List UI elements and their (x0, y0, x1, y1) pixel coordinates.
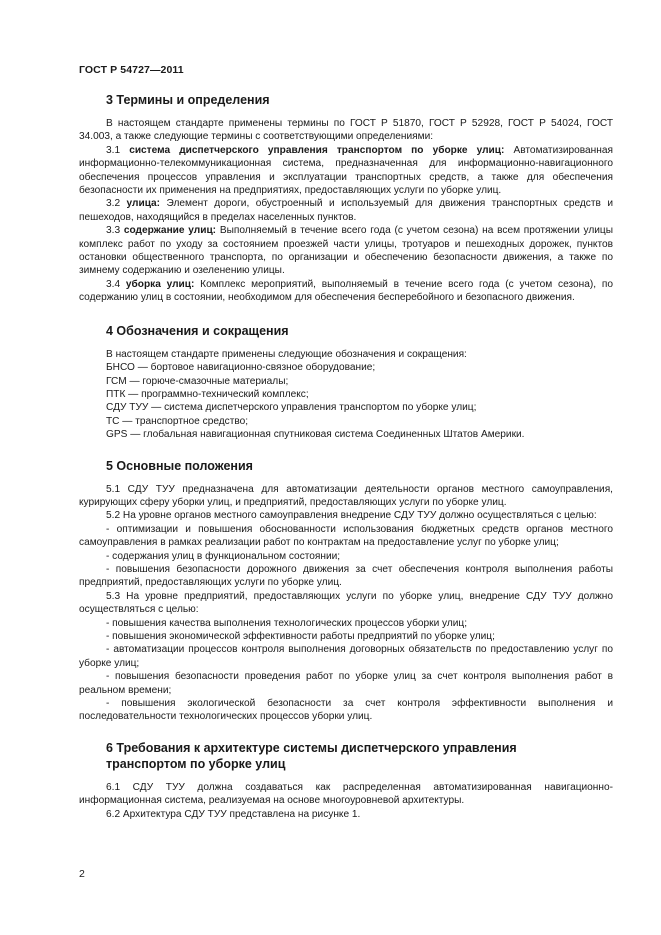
abbreviation-item: ГСМ — горюче-смазочные материалы; (106, 375, 289, 387)
term-definition: Комплекс мероприятий, выполняемый в течение всего года (с учетом сезона), по содержанию улиц в состоянии, необходимом для обеспечения бесперебойного и безопасного движения. (79, 278, 613, 304)
term-name: уборка улиц: (125, 278, 195, 290)
term-definition: Элемент дороги, обустроенный и используемый для движения транспортных средств и пешеходов, находящийся в пределах населенных пунктов. (79, 198, 613, 223)
abbreviation-item: СДУ ТУУ — система диспетчерского управления транспортом по уборке улиц; (106, 402, 477, 414)
clause-5-3: 5.3 На уровне предприятий, предоставляющих услуги по уборке улиц, внедрение СДУ ТУУ должно осуществляться с целью: (79, 590, 613, 616)
term-3-3 (79, 224, 613, 278)
clause-5-3-item: - автоматизации процессов контроля выполнения договорных обязательств по предоставлению услуг по уборке улиц; (79, 644, 613, 669)
clause-5-2-item: - содержания улиц в функциональном состоянии; (106, 550, 341, 562)
abbreviation-item: GPS — глобальная навигационная спутниковая система Соединенных Штатов Америки. (106, 429, 525, 441)
section-5-title: 5 Основные положения (106, 458, 253, 473)
clause-5-3-item: - повышения безопасности проведения работ по уборке улиц за счет контроля выполнения работ в реальном времени; (79, 671, 613, 696)
term-name: система диспетчерского управления транспортом по уборке улиц: (129, 144, 505, 156)
abbreviation-item: ПТК — программно-технический комплекс; (106, 388, 309, 400)
clause-5-3-item: - повышения качества выполнения технологических процессов уборки улиц; (106, 617, 468, 629)
section-6-title-line2: транспортом по уборке улиц (106, 756, 286, 771)
term-3-4 (79, 278, 613, 305)
section-3-title: 3 Термины и определения (106, 93, 270, 107)
term-definition: Выполняемый в течение всего года (с учетом сезона) на всем протяжении улицы комплекс работ по уходу за состоянием проезжей части улицы, тротуаров и пешеходных дорожек, пунктов остановки общественного транспорта, по организации и обеспечению безопасности движения, а также по зимнему содержанию и озеленению улицы. (79, 225, 613, 277)
term-name: содержание улиц: (123, 225, 217, 237)
term-3-2 (79, 197, 613, 224)
abbreviation-item: ТС — транспортное средство; (106, 415, 249, 427)
abbreviation-item: БНСО — бортовое навигационно-связное оборудование; (106, 362, 376, 374)
page-content (79, 92, 613, 821)
clause-5-1: 5.1 СДУ ТУУ предназначена для автоматизации деятельности органов местного самоуправления, курирующих сферу уборки улиц, и предприятий, предоставляющих услуги по уборке улиц. (79, 483, 613, 508)
term-name: улица: (126, 198, 161, 210)
term-3-1 (79, 144, 613, 198)
clause-5-3-item: - повышения экономической эффективности работы предприятий по уборке улиц; (106, 631, 495, 642)
section-6-title (79, 740, 613, 772)
standard-header: ГОСТ Р 54727—2011 (79, 64, 184, 76)
term-number: 3.3 (106, 225, 121, 237)
clause-6-2: 6.2 Архитектура СДУ ТУУ представлена на рисунке 1. (106, 808, 361, 820)
term-definition: Автоматизированная информационно-телекоммуникационная система, предназначенная для информационно-навигационного обеспечения процессов управления и эксплуатации транспортных средств, а также для обеспечения безопасности их применения на предприятиях, предоставляющих услуги по уборке улиц. (79, 144, 613, 197)
clause-6-1: 6.1 СДУ ТУУ должна создаваться как распределенная автоматизированная навигационно-информационная система, реализуемая на основе многоуровневой архитектуры. (79, 781, 613, 807)
clause-5-3-item: - повышения экологической безопасности за счет контроля эффективности выполнения и последовательности технологических процессов уборки улиц. (79, 698, 613, 723)
clause-5-2: 5.2 На уровне органов местного самоуправления внедрение СДУ ТУУ должно осуществляться с целью: (106, 510, 597, 522)
clause-5-2-item: - повышения безопасности дорожного движения за счет обеспечения контроля выполнения работы предприятий, предоставляющих услуги по уборке улиц. (79, 563, 613, 589)
term-number: 3.4 (106, 278, 121, 290)
page-number: 2 (79, 868, 85, 880)
clause-5-2-item: - оптимизации и повышения обоснованности использования бюджетных средств органов местного самоуправления в рамках реализации работ по контрактам на предоставление услуг по уборке улиц; (79, 523, 613, 549)
section-3-intro: В настоящем стандарте применены термины по ГОСТ Р 51870, ГОСТ Р 52928, ГОСТ Р 54024, ГОСТ 34.003, а также следующие термины с соответствующими определениями: (79, 118, 613, 143)
section-4-intro: В настоящем стандарте применены следующие обозначения и сокращения: (106, 348, 467, 360)
section-4-title: 4 Обозначения и сокращения (106, 323, 289, 338)
term-number: 3.1 (106, 144, 121, 156)
term-number: 3.2 (106, 198, 121, 210)
section-6-title-line1: 6 Требования к архитектуре системы диспетчерского управления (106, 740, 517, 755)
